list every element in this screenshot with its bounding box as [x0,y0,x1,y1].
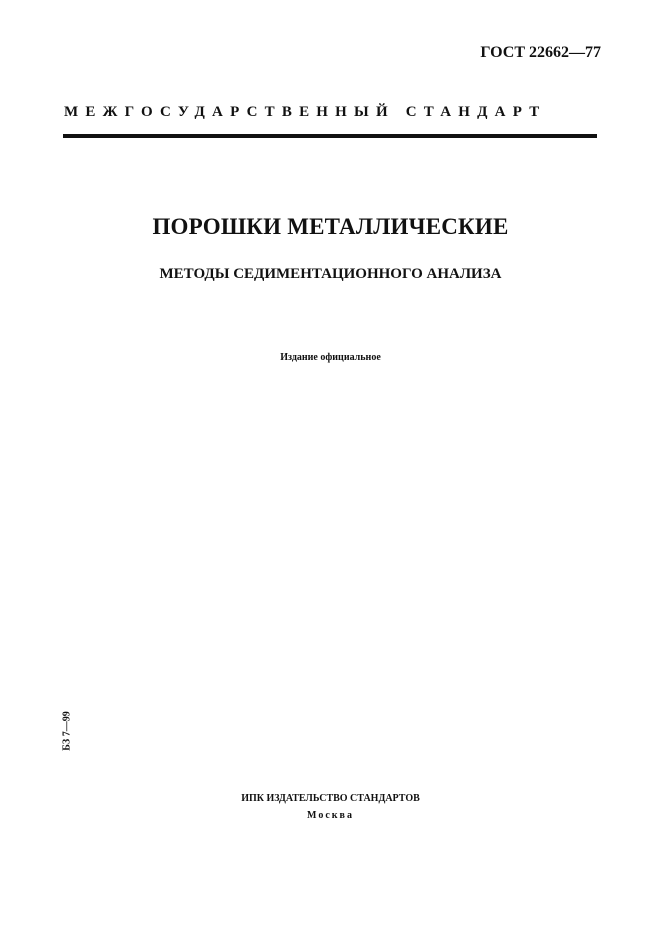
standard-type-heading: МЕЖГОСУДАРСТВЕННЫЙ СТАНДАРТ [64,104,547,120]
document-title: ПОРОШКИ МЕТАЛЛИЧЕСКИЕ [152,214,509,239]
edition-label: Издание официальное [280,352,381,363]
side-catalog-code: БЗ 7—99 [61,711,73,751]
document-subtitle: МЕТОДЫ СЕДИМЕНТАЦИОННОГО АНАЛИЗА [159,266,502,282]
document-number: ГОСТ 22662—77 [480,44,601,61]
header-divider [63,134,597,138]
publisher-city: Москва [307,810,354,821]
publisher-name: ИПК ИЗДАТЕЛЬСТВО СТАНДАРТОВ [241,793,420,804]
